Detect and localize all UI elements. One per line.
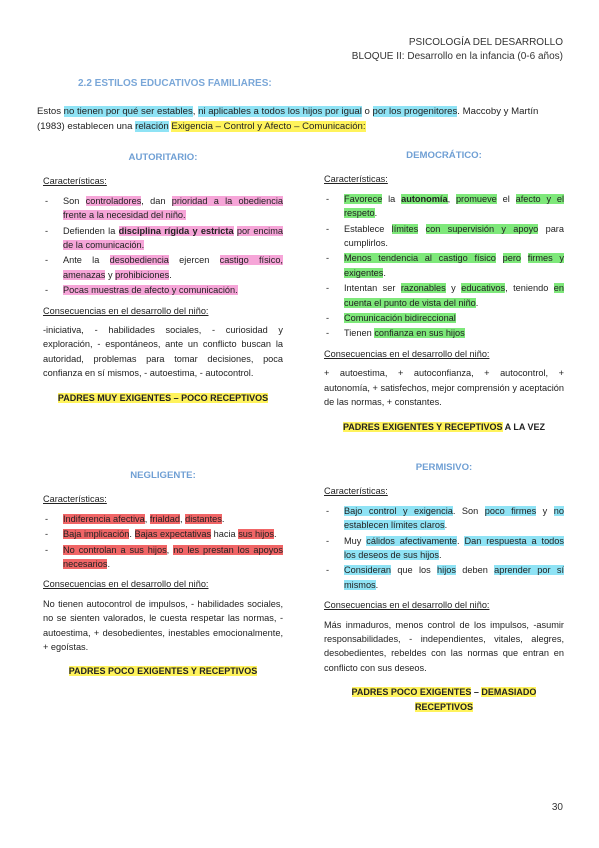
- text: Intentan ser: [344, 283, 401, 294]
- intro-paragraph: [37, 104, 565, 134]
- text: .: [475, 297, 479, 308]
- highlight: pero: [502, 253, 521, 264]
- highlight: promueve: [455, 193, 497, 204]
- intro-highlight: relación: [135, 121, 169, 132]
- characteristics-list: [324, 504, 564, 592]
- intro-highlight: por los progenitores: [372, 106, 458, 117]
- summary-text: A LA VEZ: [502, 421, 546, 432]
- text: .: [107, 559, 110, 570]
- text: ,: [144, 513, 150, 524]
- intro-highlight: ni aplicables a todos los hijos por igual: [198, 106, 362, 117]
- style-summary: [324, 420, 564, 434]
- text: [496, 253, 503, 263]
- highlight: educativos: [461, 283, 506, 294]
- characteristics-label: Características:: [324, 486, 388, 497]
- highlight: Dan respuesta a todos los deseos de sus hijos: [344, 535, 564, 561]
- text: ,: [179, 513, 186, 524]
- text: ejercen: [168, 255, 220, 266]
- list-item: [43, 512, 283, 526]
- characteristics-list: [43, 194, 283, 298]
- text: .: [444, 520, 448, 531]
- highlight: límites: [391, 223, 419, 234]
- highlight: razonables: [400, 283, 446, 294]
- text: , dan: [141, 195, 172, 206]
- summary-text: –: [471, 687, 482, 698]
- list-item: [324, 534, 564, 563]
- highlight: controladores: [85, 195, 142, 206]
- negligente-section: [43, 469, 283, 679]
- democratico-title: DEMOCRÁTICO:: [406, 150, 482, 161]
- permisivo-title: PERMISIVO:: [415, 462, 473, 473]
- list-item: [324, 281, 564, 310]
- text: .: [375, 579, 379, 590]
- text: hacia: [211, 529, 239, 540]
- text: y: [445, 283, 462, 294]
- list-item: [43, 543, 283, 572]
- highlight: prohibiciones: [115, 269, 170, 280]
- highlight: sus hijos: [238, 529, 274, 540]
- highlight: Consideran: [344, 565, 391, 576]
- highlight: Menos tendencia al castigo físico: [344, 253, 496, 264]
- text: Muy: [344, 535, 367, 546]
- summary-highlight: PADRES POCO EXIGENTES Y RECEPTIVOS: [68, 666, 258, 677]
- text: , teniendo: [505, 283, 554, 294]
- highlight: poco firmes: [484, 505, 537, 516]
- characteristics-label: Características:: [43, 494, 107, 505]
- characteristics-label: Características:: [43, 176, 107, 187]
- section-title: 2.2 ESTILOS EDUCATIVOS FAMILIARES:: [78, 78, 272, 89]
- highlight: desobediencia: [109, 255, 169, 266]
- text: y: [536, 505, 554, 516]
- text: Tienen: [344, 328, 375, 339]
- highlight: Pocas muestras de afecto y comunicación.: [63, 285, 238, 296]
- consequences-label: Consecuencias en el desarrollo del niño:: [43, 305, 209, 316]
- page-number: 30: [551, 802, 563, 813]
- intro-text: o: [361, 106, 373, 117]
- highlight: cálidos afectivamente: [366, 535, 457, 546]
- highlight: autonomía: [401, 193, 448, 204]
- text: .: [129, 529, 135, 540]
- course-title: PSICOLOGÍA DEL DESARROLLO: [408, 37, 563, 48]
- intro-highlight: no tienen por qué ser estables: [63, 106, 193, 117]
- summary-highlight: PADRES POCO EXIGENTES: [351, 687, 472, 698]
- text: [418, 224, 425, 234]
- text: .: [273, 529, 277, 540]
- text: .: [383, 267, 386, 278]
- text: .: [221, 513, 225, 524]
- highlight: Favorece: [344, 193, 383, 204]
- list-item: [324, 251, 564, 280]
- summary-highlight: PADRES EXIGENTES Y RECEPTIVOS: [342, 421, 503, 432]
- autoritario-title: AUTORITARIO:: [128, 152, 198, 163]
- characteristics-list: [324, 192, 564, 341]
- highlight: hijos: [437, 565, 456, 576]
- text: ,: [166, 544, 174, 555]
- text: .: [457, 535, 465, 546]
- list-item: [43, 253, 283, 282]
- highlight: en cuenta el punto de vista del niño: [344, 283, 565, 308]
- text: para cumplirlos.: [344, 223, 564, 249]
- highlight: no les prestan los apoyos necesarios: [63, 544, 283, 570]
- characteristics-list: [43, 512, 283, 572]
- block-title: BLOQUE II: Desarrollo en la infancia (0-6 años): [351, 51, 563, 62]
- text: y: [105, 269, 116, 280]
- text: el: [496, 193, 516, 204]
- text: Ante la: [63, 255, 110, 266]
- highlight: disciplina rígida y estricta: [118, 225, 234, 236]
- summary-highlight: PADRES MUY EXIGENTES – POCO RECEPTIVOS: [57, 392, 269, 403]
- highlight: castigo físico, amenazas: [63, 255, 283, 280]
- consequences-text: Más inmaduros, menos control de los impulsos, -asumir responsabilidades, - independientes, vitales, alegres, desobedientes, rebeldes con las normas que entran en conflicto con sus deseos.: [324, 619, 564, 673]
- intro-text: Estos: [37, 106, 64, 117]
- highlight: Baja implicación: [63, 529, 130, 540]
- intro-text: . Maccoby y Martín (1983) establecen una: [37, 106, 539, 132]
- style-summary: [43, 391, 283, 405]
- highlight: prioridad a la obediencia frente a la necesidad del niño.: [63, 195, 283, 221]
- permisivo-section: [324, 461, 564, 714]
- list-item: [43, 283, 283, 297]
- highlight: afecto y el respeto: [344, 193, 564, 219]
- autoritario-section: [43, 151, 283, 405]
- text: ,: [447, 193, 456, 204]
- text: Son: [63, 195, 86, 206]
- consequences-text: + autoestima, + autoconfianza, + autocontrol, + autonomía, + satisfechos, mejor comprensión y aceptación de las normas, + constantes.: [324, 368, 564, 408]
- consequences-text: -iniciativa, - habilidades sociales, - curiosidad y exploración, - espontáneos, ante un conflicto buscan la autoridad, problemas para tomar decisiones, poca confianza en sí mismos, - autoestima, - autocontrol.: [43, 325, 283, 379]
- page-header: [352, 36, 563, 64]
- highlight: confianza en sus hijos: [374, 328, 465, 339]
- list-item: [324, 192, 564, 221]
- list-item: [324, 563, 564, 592]
- list-item: [43, 527, 283, 541]
- highlight: aprender por sí mismos: [344, 565, 565, 590]
- highlight: frialdad: [149, 513, 180, 524]
- list-item: [324, 311, 564, 325]
- text: Defienden la: [63, 225, 119, 236]
- text: la: [382, 193, 402, 204]
- intro-text: ,: [192, 106, 199, 117]
- consequences-label: Consecuencias en el desarrollo del niño:: [43, 579, 209, 590]
- text: deben: [455, 565, 495, 576]
- intro-highlight: Exigencia – Control y Afecto – Comunicación:: [171, 121, 366, 132]
- negligente-title: NEGLIGENTE:: [130, 470, 196, 481]
- style-summary: [43, 664, 283, 678]
- highlight: Bajas expectativas: [134, 529, 212, 540]
- consequences-label: Consecuencias en el desarrollo del niño:: [324, 600, 490, 611]
- list-item: [324, 222, 564, 251]
- consequences-label: Consecuencias en el desarrollo del niño:: [324, 348, 490, 359]
- highlight: Comunicación bidireccional: [344, 313, 456, 324]
- text: Establece: [344, 223, 392, 234]
- list-item: [324, 504, 564, 533]
- text: . Son: [452, 505, 485, 516]
- list-item: [43, 194, 283, 223]
- highlight: por encima de la comunicación.: [63, 225, 283, 251]
- text: .: [374, 208, 378, 219]
- consequences-text: No tienen autocontrol de impulsos, - habilidades sociales, no se sienten valorados, le cuesta respetar las normas, - autoestima, + desobedientes, inestables emocionalmente, + egoístas.: [43, 598, 283, 653]
- highlight: Bajo control y exigencia: [344, 505, 453, 516]
- highlight: con supervisión y apoyo: [425, 223, 539, 234]
- highlight: No controlan a sus hijos: [63, 544, 167, 555]
- list-item: [324, 326, 564, 340]
- democratico-section: [324, 149, 564, 434]
- text: .: [439, 550, 442, 561]
- characteristics-label: Características:: [324, 174, 388, 185]
- text: [521, 253, 528, 263]
- text: .: [169, 269, 172, 280]
- style-summary: [324, 685, 564, 714]
- highlight: no establecen límites claros: [344, 505, 564, 531]
- list-item: [43, 224, 283, 253]
- text: que los: [391, 565, 438, 576]
- highlight: Indiferencia afectiva: [63, 513, 145, 524]
- highlight: firmes y exigentes: [344, 253, 564, 278]
- highlight: distantes: [185, 513, 222, 524]
- summary-highlight: DEMASIADO RECEPTIVOS: [414, 687, 537, 712]
